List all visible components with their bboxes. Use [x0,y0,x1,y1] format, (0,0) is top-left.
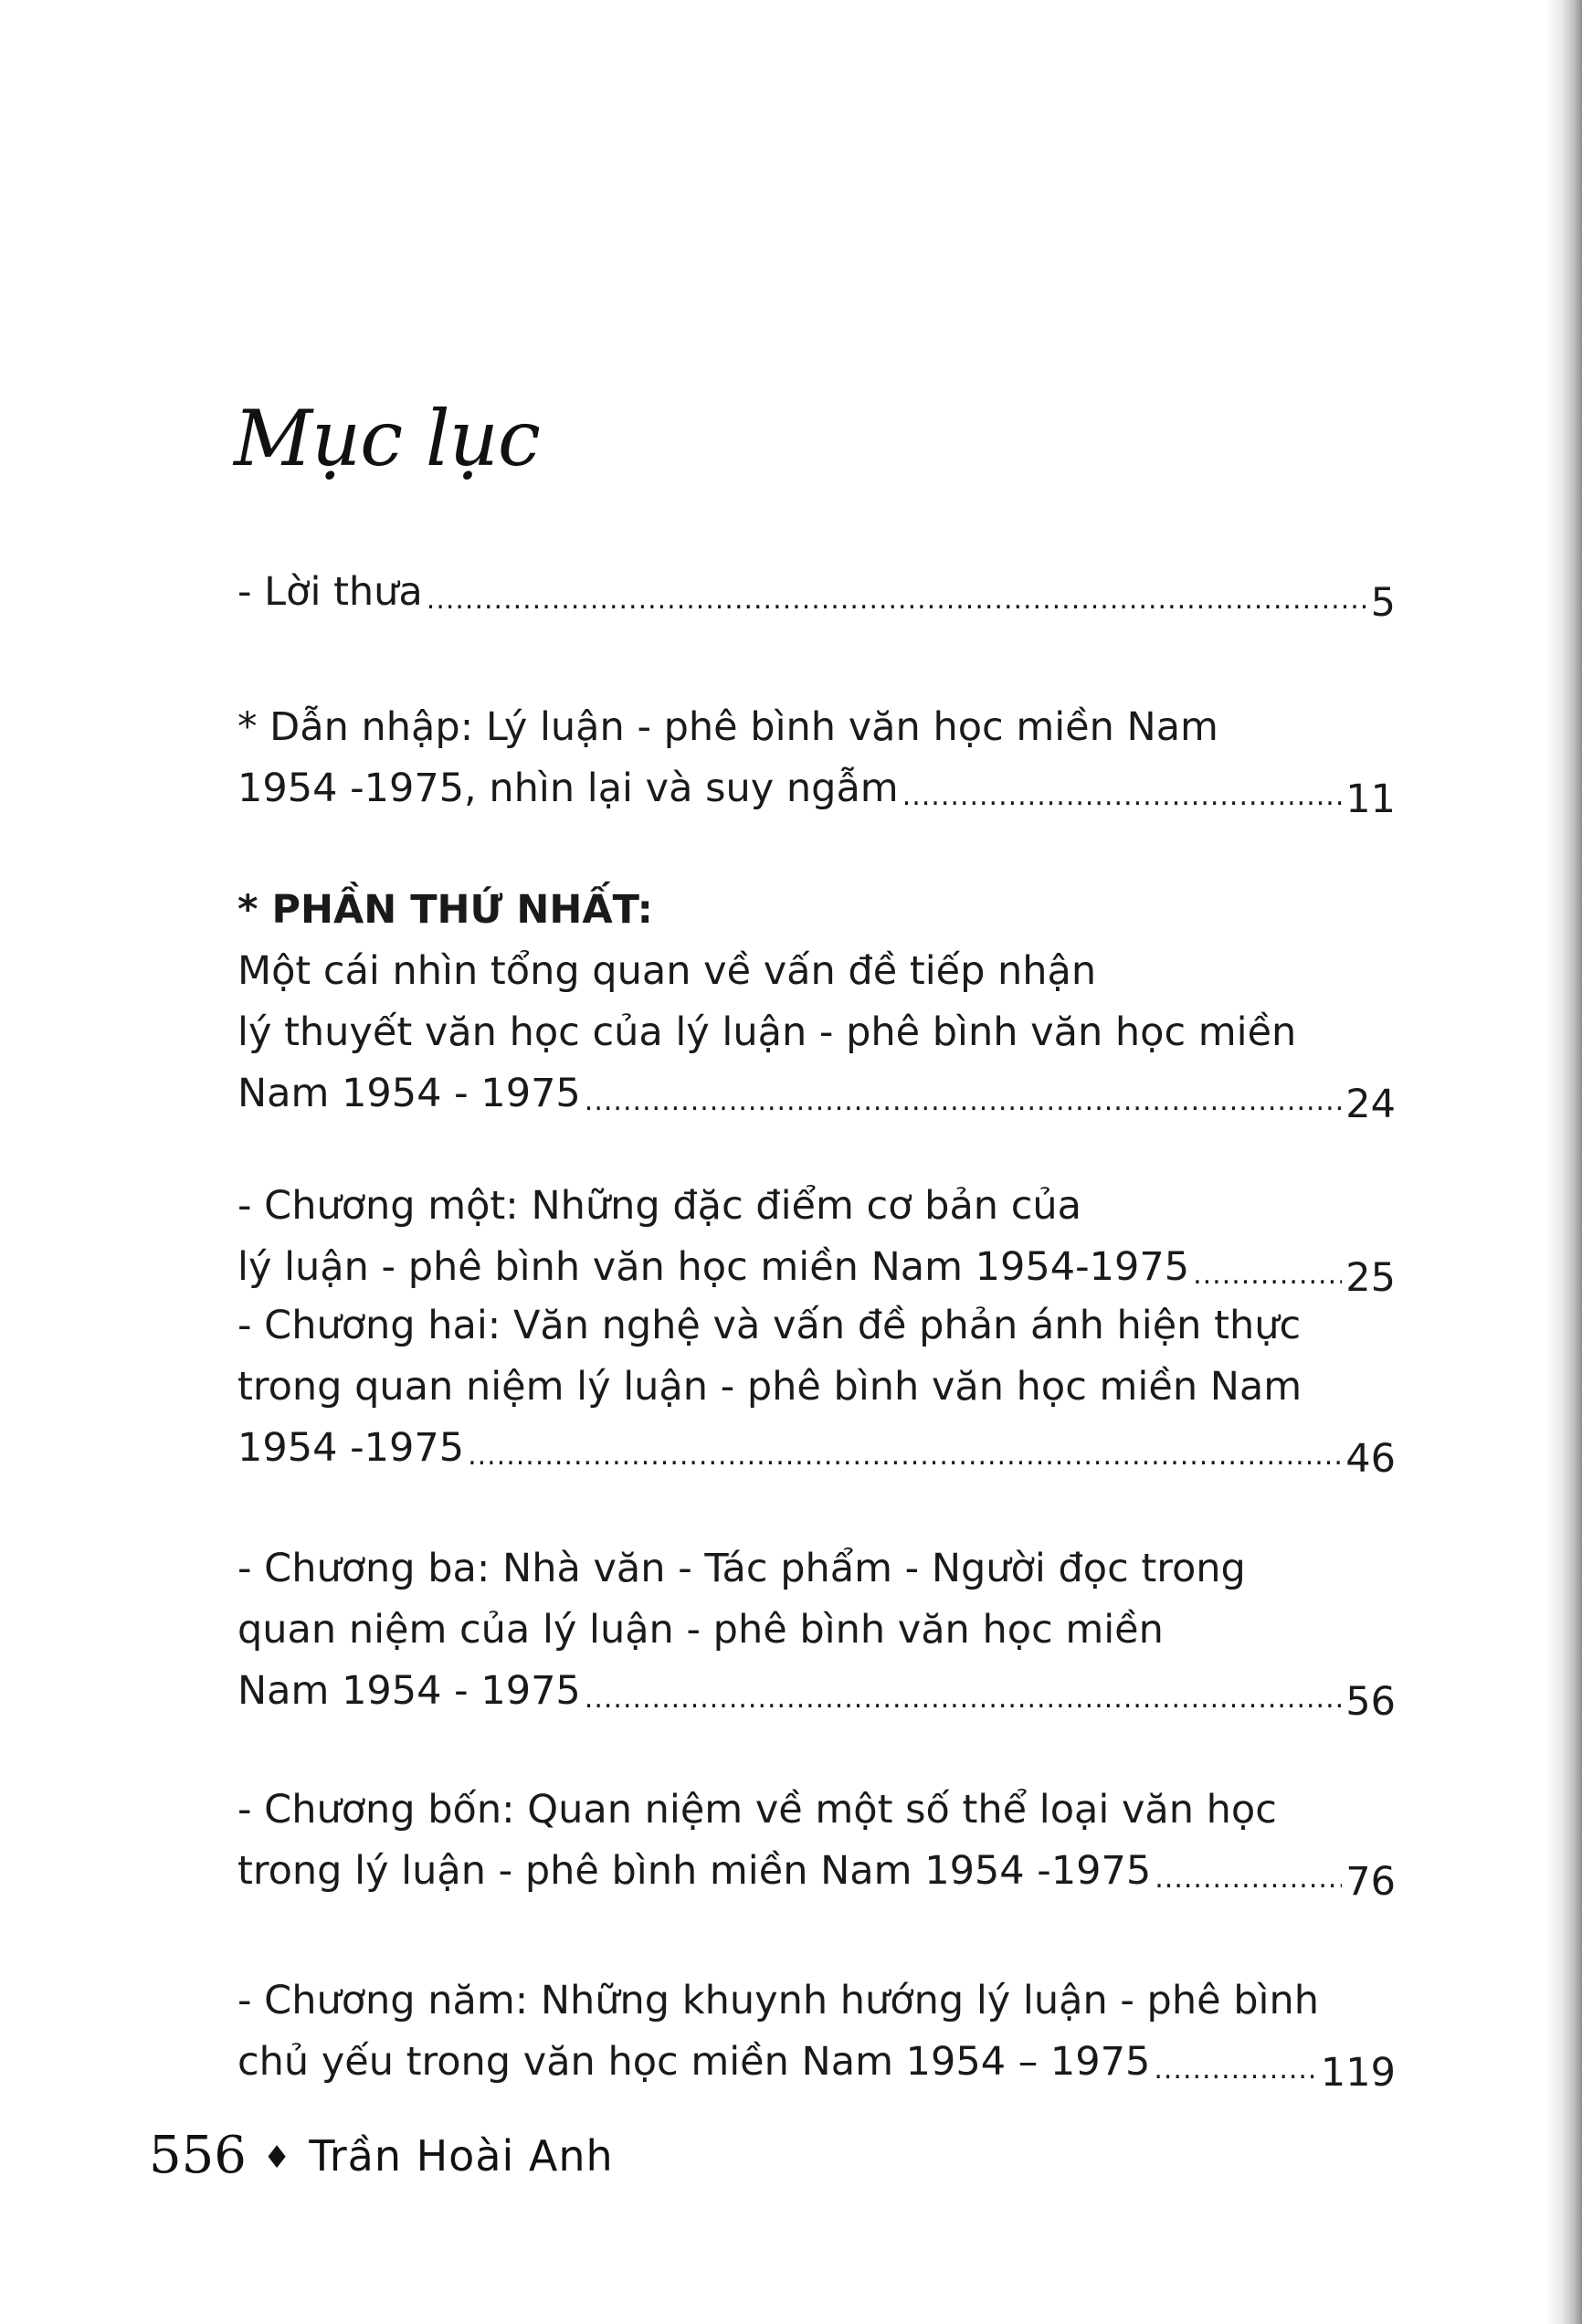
toc-page-number: 76 [1345,1859,1396,1905]
toc-entry-last-line [237,562,1396,626]
diamond-icon: ♦ [262,2139,291,2176]
part-heading: * PHẦN THỨ NHẤT: [237,887,653,933]
toc-entry-text: Một cái nhìn tổng quan về vấn đề tiếp nhận [237,948,1097,994]
toc-page-number: 24 [1345,1082,1396,1127]
toc-entry-text: lý thuyết văn học của lý luận - phê bình văn học miền [237,1009,1297,1055]
dot-leader [585,1664,1342,1712]
toc-entry-last-line [237,1063,1396,1125]
footer-author: Trần Hoài Anh [309,2131,614,2181]
toc-page-number: 11 [1345,776,1396,822]
toc-entry [237,880,1396,1125]
dot-leader [585,1067,1342,1114]
toc-entry [237,1780,1396,1905]
toc-page-number: 119 [1320,2050,1396,2096]
toc-entry-text: Nam 1954 - 1975 [237,1071,581,1116]
dot-leader [427,565,1367,613]
toc-entry-text: chủ yếu trong văn học miền Nam 1954 – 1975 [237,2039,1151,2085]
toc-entry-last-line [237,1418,1396,1482]
dot-leader [1155,1844,1342,1892]
toc-entry-text: - Chương hai: Văn nghệ và vấn đề phản ánh hiện thực [237,1303,1302,1348]
toc-entry-text: - Lời thưa [237,569,423,615]
dot-leader [1193,1241,1342,1288]
toc-entry-text: - Chương ba: Nhà văn - Tác phẩm - Người đọc trong [237,1546,1246,1591]
toc-entry-text: trong quan niệm lý luận - phê bình văn học miền Nam [237,1364,1303,1410]
toc-entry-text: 1954 -1975, nhìn lại và suy ngẫm [237,766,899,811]
dot-leader [1154,2035,1317,2083]
footer-page-number: 556 [149,2126,247,2185]
toc-entry-last-line [237,2032,1396,2096]
toc-page-number: 56 [1345,1679,1396,1725]
toc-entry-last-line [237,1841,1396,1905]
toc-entry [237,697,1396,822]
toc-entry-last-line [237,1661,1396,1725]
toc-entry [237,1970,1396,2096]
toc-entry-text: - Chương bốn: Quan niệm về một số thể loại văn học [237,1787,1277,1833]
toc-entry [237,1176,1396,1301]
dot-leader [468,1421,1342,1469]
toc-page-number: 25 [1345,1255,1396,1301]
toc-entry-text: Nam 1954 - 1975 [237,1668,581,1714]
toc-entry-text: - Chương một: Những đặc điểm cơ bản của [237,1183,1081,1229]
toc-entry-text: 1954 -1975 [237,1425,465,1471]
toc-entry-text: * Dẫn nhập: Lý luận - phê bình văn học miền Nam [237,704,1218,750]
toc-entry [237,562,1396,626]
page-title: Mục lục [234,394,540,483]
toc-entry-text: - Chương năm: Những khuynh hướng lý luận - phê bình [237,1978,1319,2023]
page-footer [149,2124,614,2188]
toc-entry-last-line [237,758,1396,822]
toc-entry-text: trong lý luận - phê bình miền Nam 1954 -1975 [237,1848,1152,1894]
toc-entry-text: lý luận - phê bình văn học miền Nam 1954-1975 [237,1244,1190,1290]
toc-entry [237,1295,1396,1482]
toc-entry-last-line [237,1237,1396,1301]
dot-leader [902,762,1343,809]
toc-entry-text: quan niệm của lý luận - phê bình văn học miền [237,1607,1164,1653]
toc-entry [237,1538,1396,1725]
page-edge-shadow [1545,0,1582,2324]
toc-page-number: 5 [1370,580,1396,626]
toc-page-number: 46 [1345,1436,1396,1482]
